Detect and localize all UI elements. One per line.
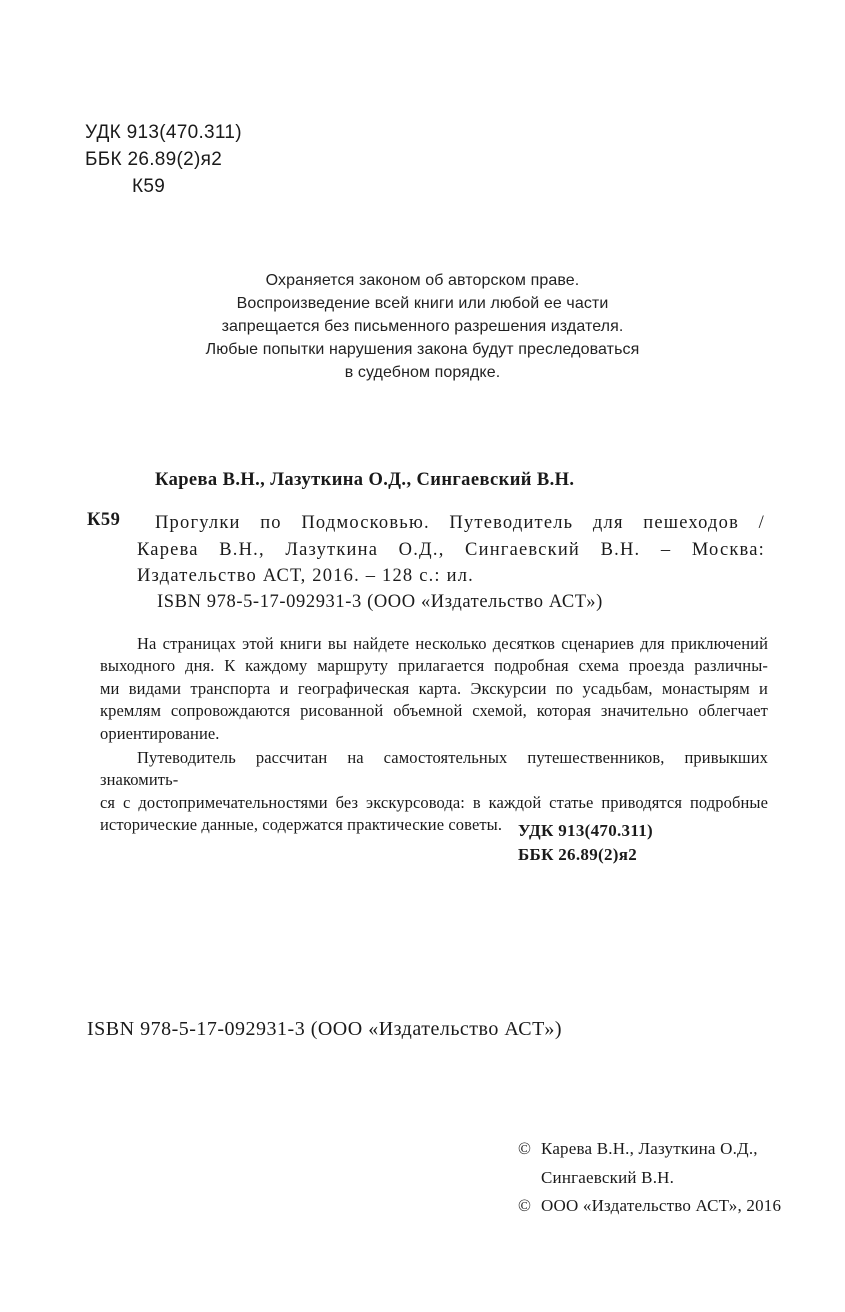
notice-line: в судебном порядке. bbox=[344, 364, 501, 381]
copyright-entry-publisher bbox=[518, 1192, 781, 1221]
top-cataloguing-block bbox=[85, 119, 242, 200]
notice-line: запрещается без письменного разрешения издателя. bbox=[221, 318, 624, 335]
authors-heading: Карева В.Н., Лазуткина О.Д., Сингаевский В.Н. bbox=[155, 470, 575, 490]
annotation-line: кремлям сопровождаются рисованной объемной схемой, которая значительно облегчает bbox=[100, 701, 768, 721]
catalog-author-sign: К59 bbox=[87, 510, 121, 530]
annotation-line: На страницах этой книги вы найдете несколько десятков сценариев для приключений bbox=[137, 634, 768, 653]
catalog-line: Издательство АСТ, 2016. – 128 с.: ил. bbox=[137, 566, 474, 586]
copyright-authors-line: Сингаевский В.Н. bbox=[541, 1167, 675, 1187]
copyright-block bbox=[518, 1135, 781, 1221]
notice-line: Охраняется законом об авторском праве. bbox=[265, 272, 580, 289]
catalog-line: Прогулки по Подмосковью. Путеводитель для пешеходов / bbox=[155, 513, 765, 533]
catalog-line: Карева В.Н., Лазуткина О.Д., Сингаевский В.Н. – Москва: bbox=[137, 539, 765, 560]
bbk-code-right: ББК 26.89(2)я2 bbox=[518, 844, 638, 864]
copyright-symbol-spacer bbox=[518, 1164, 541, 1193]
annotation-line: Путеводитель рассчитан на самостоятельных путешественников, привыкших знакомить- bbox=[100, 748, 768, 790]
copyright-publisher-line: ООО «Издательство АСТ», 2016 bbox=[541, 1196, 782, 1215]
annotation-line: исторические данные, содержатся практические советы. bbox=[100, 815, 503, 835]
catalog-entry bbox=[137, 510, 765, 590]
udk-code-right: УДК 913(470.311) bbox=[518, 821, 653, 840]
udk-code: УДК 913(470.311) bbox=[85, 122, 242, 143]
annotation-line: ми видами транспорта и географическая карта. Экскурсии по усадьбам, монастырям и bbox=[100, 678, 768, 698]
annotation bbox=[100, 633, 768, 837]
copyright-entry-authors bbox=[518, 1135, 781, 1164]
author-sign-code: К59 bbox=[132, 176, 166, 197]
isbn-bottom: ISBN 978-5-17-092931-3 (ООО «Издательство АСТ») bbox=[87, 1018, 563, 1040]
annotation-line: ся с достопримечательностями без экскурсовода: в каждой статье приводятся подробные bbox=[100, 792, 768, 812]
copyright-authors-line: Карева В.Н., Лазуткина О.Д., bbox=[541, 1139, 758, 1158]
copyright-symbol: © bbox=[518, 1196, 532, 1215]
annotation-line: ориентирование. bbox=[100, 723, 220, 743]
copyright-symbol: © bbox=[518, 1139, 532, 1158]
annotation-line: выходного дня. К каждому маршруту прилагается подробная схема проезда различны- bbox=[100, 656, 768, 676]
bbk-code: ББК 26.89(2)я2 bbox=[85, 149, 223, 170]
copyright-law-notice bbox=[0, 269, 845, 384]
catalog-isbn: ISBN 978-5-17-092931-3 (ООО «Издательство АСТ») bbox=[157, 592, 603, 612]
index-codes-block bbox=[518, 819, 653, 866]
copyright-entry-authors-cont bbox=[518, 1164, 781, 1193]
notice-line: Любые попытки нарушения закона будут преследоваться bbox=[205, 341, 640, 358]
annotation-paragraph-1 bbox=[100, 633, 768, 745]
annotation-paragraph-2 bbox=[100, 747, 768, 837]
notice-line: Воспроизведение всей книги или любой ее части bbox=[236, 295, 609, 312]
